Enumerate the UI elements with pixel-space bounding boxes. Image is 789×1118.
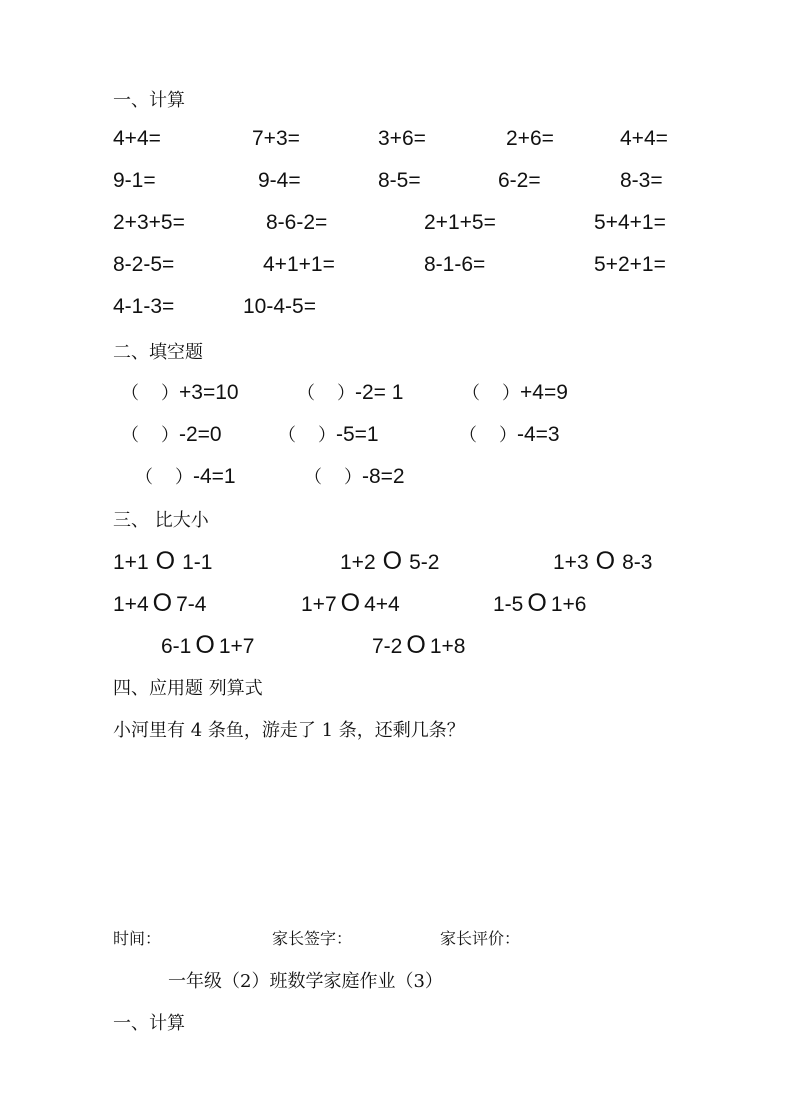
fill-blank: （ ）-5=1	[278, 423, 379, 446]
equation: 4-1-3=	[113, 295, 175, 318]
section-3-heading: 三、 比大小	[113, 510, 209, 531]
fill-blank: （ ）-2= 1	[297, 381, 404, 404]
comparison-circle: O	[595, 547, 616, 575]
comparison: 1+2 O 5-2	[340, 547, 440, 575]
fill-blank: （ ）-4=1	[135, 465, 236, 488]
comparison-circle: O	[340, 589, 361, 617]
comparison: 1+3 O 8-3	[553, 547, 653, 575]
equation: 4+4=	[620, 127, 668, 150]
comparison-circle: O	[527, 589, 547, 617]
equation: 5+2+1=	[594, 253, 666, 276]
fill-blank: （ ）-2=0	[121, 423, 222, 446]
equation: 5+4+1=	[594, 211, 666, 234]
equation: 8-2-5=	[113, 253, 175, 276]
homework-title: 一年级（2）班数学家庭作业（3）	[168, 971, 443, 992]
equation: 8-6-2=	[266, 211, 328, 234]
footer-parent-signature: 家长签字：	[272, 929, 353, 948]
equation: 6-2=	[498, 169, 541, 192]
comparison: 7-2 O 1+8	[372, 631, 466, 659]
comparison: 1+4 O 7-4	[113, 589, 207, 617]
footer-time: 时间：	[113, 929, 162, 948]
equation: 3+6=	[378, 127, 426, 150]
fill-blank: （ ）-8=2	[304, 465, 405, 488]
comparison: 6-1 O 1+7	[161, 631, 255, 659]
equation: 2+3+5=	[113, 211, 185, 234]
equation: 2+6=	[506, 127, 554, 150]
comparison-circle: O	[382, 547, 403, 575]
comparison: 1-5 O 1+6	[493, 589, 587, 617]
equation: 7+3=	[252, 127, 300, 150]
equation: 9-4=	[258, 169, 301, 192]
equation: 9-1=	[113, 169, 156, 192]
equation: 8-3=	[620, 169, 663, 192]
word-problem: 小河里有 4 条鱼，游走了 1 条，还剩几条？	[113, 720, 465, 741]
fill-blank: （ ）-4=3	[459, 423, 560, 446]
section-2-heading: 二、填空题	[113, 342, 203, 363]
comparison-circle: O	[152, 589, 173, 617]
fill-blank: （ ）+3=10	[121, 381, 239, 404]
equation: 4+4=	[113, 127, 161, 150]
comparison: 1+1 O 1-1	[113, 547, 213, 575]
equation: 8-1-6=	[424, 253, 486, 276]
section-4-heading: 四、应用题 列算式	[113, 678, 263, 699]
section-1-heading: 一、计算	[113, 90, 185, 111]
equation: 8-5=	[378, 169, 421, 192]
comparison-circle: O	[406, 631, 426, 659]
comparison: 1+7 O 4+4	[301, 589, 400, 617]
equation: 4+1+1=	[263, 253, 335, 276]
next-section-heading: 一、计算	[113, 1013, 185, 1034]
footer-parent-evaluation: 家长评价：	[440, 929, 521, 948]
equation: 2+1+5=	[424, 211, 496, 234]
comparison-circle: O	[155, 547, 176, 575]
fill-blank: （ ）+4=9	[462, 381, 568, 404]
comparison-circle: O	[195, 631, 215, 659]
equation: 10-4-5=	[243, 295, 316, 318]
